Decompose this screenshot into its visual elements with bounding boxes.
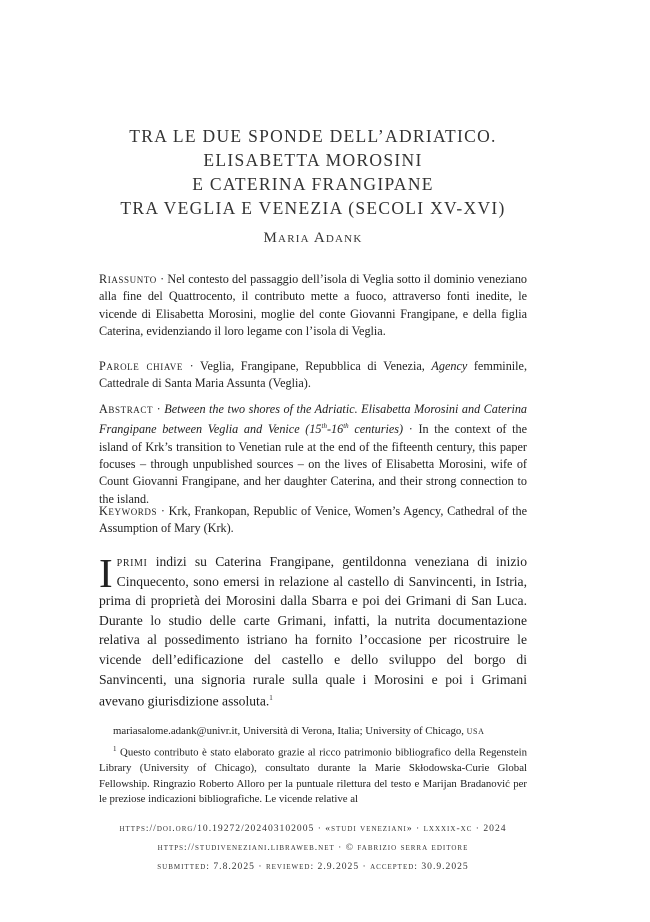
parole-chiave-italic: Agency — [431, 359, 468, 373]
lead-in: primi — [116, 554, 148, 569]
keywords-text: Krk, Frankopan, Republic of Venice, Women’s Agency, Cathedral of the Assumption of Mary (Krk). — [99, 504, 528, 536]
body-text: indizi su Caterina Frangipane, gentildonna veneziana di inizio Cinquecento, sono emersi in relazione al castello di Sanvincenti, in Istria, prima di proprietà dei Morosini dalla Sbarra e poi dei Grimani di San Luca. Durante lo studio delle carte Grimani, infatti, la nutrita documentazione relativa al possedimento istriano ha fornito l’occasione per ricostruire le vicende dell’edificazione del castello e dello sviluppo del borgo di Sanvincenti, una signoria rurale sulla quale i Morosini e poi i Grimani avevano giurisdizione assoluta. — [99, 554, 527, 709]
separator: · — [160, 272, 165, 286]
abstract-text: In the context of the island of Krk’s transition to Venetian rule at the end of the fifteenth century, this paper focuses – through unpublished sources – on the lives of Elisabetta Morosini, wife of Count Giovanni Frangipane, and her daughter Caterina, and their strong connection to the island. — [99, 422, 528, 506]
separator: · — [408, 422, 413, 437]
footnote-1 — [99, 742, 527, 808]
affiliation-country: usa — [466, 725, 485, 737]
title-line: ELISABETTA MOROSINI — [203, 150, 423, 170]
author-name: Maria Adank — [263, 230, 363, 246]
superscript: th — [321, 422, 327, 431]
article-title — [99, 124, 527, 220]
abstract-paragraph — [99, 401, 527, 508]
footer-publisher-line: https://studiveneziani.libraweb.net · © fabrizio serra editore — [157, 842, 469, 853]
riassunto-paragraph — [99, 271, 527, 340]
separator: · — [189, 359, 194, 373]
superscript: th — [343, 422, 349, 431]
parole-chiave-label: Parole chiave — [99, 359, 183, 373]
footnote-reference[interactable]: 1 — [269, 694, 273, 703]
abstract-title-part: centuries) — [348, 422, 404, 437]
abstract-title-part: -16 — [326, 422, 344, 437]
keywords-label: Keywords — [99, 504, 158, 518]
title-line: TRA LE DUE SPONDE DELL’ADRIATICO. — [129, 126, 497, 146]
footnote-text: Questo contributo è stato elaborato grazie al ricco patrimonio bibliografico della Regenstein Library (University of Chicago), consultato durante la Marie Skłodowska-Curie Global Fellowship. Ringrazio Roberto Alloro per la puntuale rilettura del testo e Marijan Bradanović per le preziose indicazioni bibliografiche. Le vicende relative al — [99, 746, 527, 806]
keywords-it-paragraph — [99, 358, 527, 393]
footer-doi-line: https://doi.org/10.19272/202403102005 · «studi veneziani» · lxxxix-xc · 2024 — [119, 823, 507, 834]
riassunto-label: Riassunto — [99, 272, 157, 286]
drop-cap: I — [99, 550, 113, 596]
footer-dates-line: submitted: 7.8.2025 · reviewed: 2.9.2025 · accepted: 30.9.2025 — [157, 861, 469, 872]
keywords-en-paragraph — [99, 503, 527, 538]
separator: · — [156, 402, 161, 416]
title-line: E CATERINA FRANGIPANE — [192, 174, 434, 194]
affiliation-text: mariasalome.adank@univr.it, Università di Verona, Italia; University of Chicago, — [113, 725, 464, 737]
parole-chiave-text: femminile, Cattedrale di Santa Maria Assunta (Veglia). — [99, 359, 528, 391]
footnote-number: 1 — [113, 745, 117, 753]
abstract-title-part: Between the two shores of the Adriatic. Elisabetta Morosini and Caterina Frangipane between Veglia and Venice (15 — [99, 402, 528, 437]
body-paragraph — [99, 552, 527, 711]
affiliation-note — [99, 724, 527, 740]
separator: · — [160, 504, 165, 518]
parole-chiave-text: Veglia, Frangipane, Repubblica di Venezia, — [200, 359, 425, 373]
riassunto-text: Nel contesto del passaggio dell’isola di Veglia sotto il dominio veneziano alla fine del Quattrocento, il contributo mette a fuoco, attraverso fonti inedite, le vicende di Elisabetta Morosini, moglie del conte Giovanni Frangipane, e della figlia Caterina, evidenziando il loro legame con l’isola di Veglia. — [99, 272, 528, 338]
title-line: TRA VEGLIA E VENEZIA (SECOLI XV-XVI) — [120, 198, 506, 218]
abstract-label: Abstract — [99, 402, 154, 416]
